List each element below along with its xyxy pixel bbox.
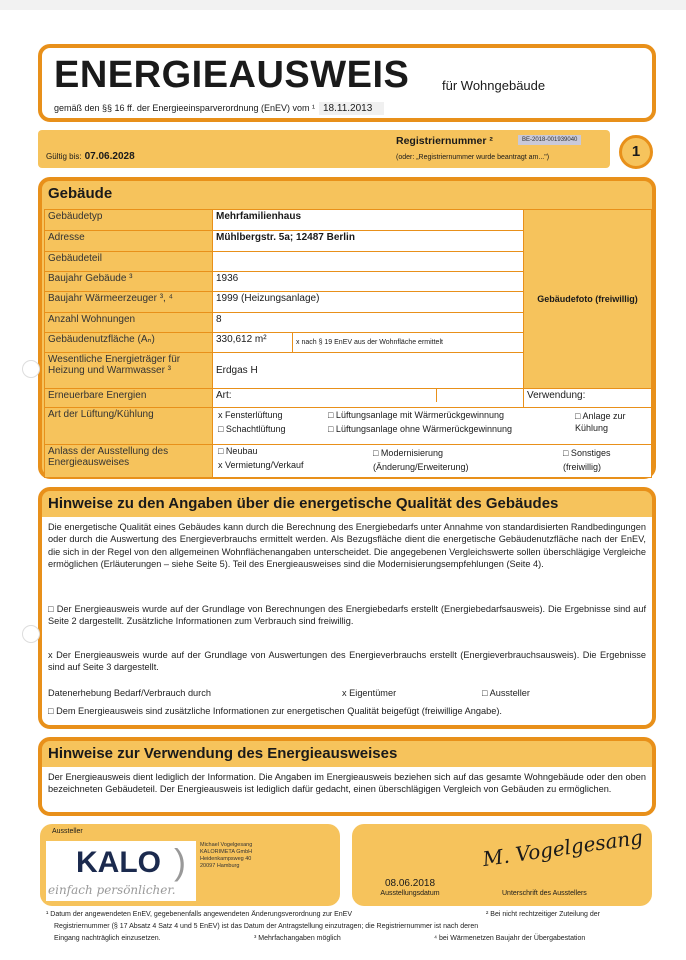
issuer-box xyxy=(40,824,340,906)
ventilation-options xyxy=(213,408,652,445)
footnote-3: ³ Mehrfachangaben möglich xyxy=(254,935,341,942)
checkbox-cooling[interactable]: □ Anlage zur Kühlung xyxy=(575,411,626,433)
issue-date-label: Ausstellungsdatum xyxy=(380,890,440,897)
checkbox-ventilation-no-heat-recovery[interactable]: □ Lüftungsanlage ohne Wärmerückgewinnung xyxy=(328,424,513,434)
option-additional-info[interactable]: □ Dem Energieausweis sind zusätzliche Informationen zur energetischen Qualität beigefügt (freiwillige Angabe). xyxy=(48,706,502,716)
header-box xyxy=(38,44,656,122)
usage-title: Hinweise zur Verwendung des Energieausweises xyxy=(48,745,398,762)
registration-note: (oder: „Registriernummer wurde beantragt am...") xyxy=(396,154,550,161)
usage-text: Der Energieausweis dient lediglich der Information. Die Angaben im Energieausweis beziehen sich auf das gesamte Wohngebäude oder den oben bezeichneten Gebäudeteil. Der Energieausweis ist lediglich dafür gedacht, einen überschlägigen Vergleich von Gebäuden zu ermöglichen. xyxy=(48,772,646,795)
hints-intro: Die energetische Qualität eines Gebäudes kann durch die Berechnung des Energiebedarfs unter Annahme von standardisierten Randbedingungen oder durch die Auswertung des Energieverbrauchs ermittelt werden. Als Bezugsfläche dient die energetische Gebäudenutzfläche nach der EnEV, die sich in der Regel von den allgemeinen Wohnflächenangaben unterscheidet. Die angegebenen Vergleichswerte sollen überschlägige Vergleiche ermöglichen (Erläuterungen – siehe Seite 5). Teil des Energieausweises sind die Modernisierungsempfehlungen (Seite 4). xyxy=(48,522,646,569)
checkbox-owner[interactable]: x Eigentümer xyxy=(342,688,397,698)
logo-arc-icon: ) xyxy=(174,841,186,882)
legal-text: gemäß den §§ 16 ff. der Energieeinsparverordnung (EnEV) vom ¹ xyxy=(54,103,315,113)
registration-label: Registriernummer ² xyxy=(396,135,493,147)
row-value: 8 xyxy=(213,313,524,333)
renewables-cells xyxy=(213,389,523,402)
row-value xyxy=(213,252,524,272)
table-row xyxy=(45,408,652,445)
row-value: 330,612 m² xyxy=(213,333,293,353)
usage-body xyxy=(42,767,652,812)
enev-date: 18.11.2013 xyxy=(319,102,384,115)
punch-hole xyxy=(22,360,40,378)
checkbox-modernisation[interactable]: □ Modernisierung (Änderung/Erweiterung) xyxy=(373,448,469,472)
table-row xyxy=(45,389,652,408)
valid-until xyxy=(46,151,135,162)
issue-date: 08.06.2018 xyxy=(384,878,436,889)
footnote-line-3 xyxy=(54,933,654,944)
date-signature-box xyxy=(352,824,652,906)
row-label: Gebäudeteil xyxy=(45,252,213,272)
row-value: 1936 xyxy=(213,272,524,292)
footnote-2: ² Bei nicht rechtzeitiger Zuteilung der xyxy=(486,911,600,918)
row-value: 1999 (Heizungsanlage) xyxy=(213,292,524,313)
building-table xyxy=(44,209,652,478)
checkbox-shaft-ventilation[interactable]: □ Schachtlüftung xyxy=(218,424,286,434)
signature-label: Unterschrift des Ausstellers xyxy=(502,890,587,897)
hints-body xyxy=(42,517,652,725)
row-label: Gebäudenutzfläche (Aₙ) xyxy=(45,333,213,353)
address-line: 20097 Hamburg xyxy=(200,863,240,869)
checkbox-new-building[interactable]: □ Neubau xyxy=(218,446,258,456)
renewables-type: Art: xyxy=(213,389,437,402)
row-value: Mühlbergstr. 5a; 12487 Berlin xyxy=(213,231,524,252)
hints-title: Hinweise zu den Angaben über die energetische Qualität des Gebäudes xyxy=(48,495,559,512)
issuer-label: Aussteller xyxy=(52,828,83,835)
registration-bar xyxy=(38,130,610,168)
row-label: Art der Lüftung/Kühlung xyxy=(45,408,213,445)
valid-date: 07.06.2028 xyxy=(84,151,135,162)
building-title: Gebäude xyxy=(48,185,113,202)
renewables-usage: Verwendung: xyxy=(524,389,652,408)
data-collection-label: Datenerhebung Bedarf/Verbrauch durch xyxy=(48,688,211,698)
building-section xyxy=(38,177,656,479)
hints-section xyxy=(38,487,656,729)
row-label: Adresse xyxy=(45,231,213,252)
footnote-line-2: Registriernummer (§ 17 Absatz 4 Satz 4 und 5 EnEV) ist das Datum der Antragstellung einzutragen; die Registriernummer ist nach deren xyxy=(54,923,479,930)
table-row xyxy=(45,445,652,478)
building-photo-placeholder: Gebäudefoto (freiwillig) xyxy=(524,210,652,389)
footnote-2-end: Eingang nachträglich einzusetzen. xyxy=(54,935,161,942)
row-label: Anlass der Ausstellung des Energieausweises xyxy=(45,445,213,478)
area-note: x nach § 19 EnEV aus der Wohnfläche ermittelt xyxy=(293,333,524,353)
row-value: Erdgas H xyxy=(213,353,524,389)
legal-basis xyxy=(54,102,384,115)
footnote-4: ⁴ bei Wärmenetzen Baujahr der Übergabestation xyxy=(434,935,586,942)
row-label: Anzahl Wohnungen xyxy=(45,313,213,333)
logo-slogan: einfach persönlicher. xyxy=(48,883,176,897)
row-label: Wesentliche Energieträger für Heizung und Warmwasser ³ xyxy=(45,353,213,389)
row-label: Gebäudetyp xyxy=(45,210,213,231)
option-demand-certificate[interactable]: □ Der Energieausweis wurde auf der Grundlage von Berechnungen des Energiebedarfs erstellt (Energiebedarfsausweis). Die Ergebnisse sind auf Seite 2 dargestellt. Zusätzliche Informationen zum Verbrauch sind freiwillig. xyxy=(48,604,646,627)
row-label: Baujahr Wärmeerzeuger ³, ⁴ xyxy=(45,292,213,313)
kalo-logo xyxy=(46,841,196,901)
table-row xyxy=(45,210,652,231)
address-line: KALORIMETA GmbH xyxy=(200,849,253,855)
checkbox-window-ventilation[interactable]: x Fensterlüftung xyxy=(218,410,283,420)
footnote-line-1 xyxy=(46,909,646,920)
checkbox-ventilation-heat-recovery[interactable]: □ Lüftungsanlage mit Wärmerückgewinnung xyxy=(328,410,505,420)
usage-section xyxy=(38,737,656,816)
row-label: Erneuerbare Energien xyxy=(45,389,213,408)
checkbox-other[interactable]: □ Sonstiges (freiwillig) xyxy=(563,448,611,472)
logo-text: KALO xyxy=(76,846,161,879)
valid-label: Gültig bis: xyxy=(46,152,82,161)
signature: M. Vogelgesang xyxy=(481,824,645,872)
document-subtitle: für Wohngebäude xyxy=(442,78,546,93)
row-label: Baujahr Gebäude ³ xyxy=(45,272,213,292)
footnote-1: ¹ Datum der angewendeten EnEV, gegebenenfalls angewendeten Änderungsverordnung zur EnEV xyxy=(46,911,353,918)
checkbox-issuer[interactable]: □ Aussteller xyxy=(482,688,530,698)
address-line: Heidenkampsweg 40 xyxy=(200,856,252,862)
document-title: ENERGIEAUSWEIS xyxy=(54,54,410,96)
page-number: 1 xyxy=(619,135,653,169)
top-bar xyxy=(0,0,686,10)
option-consumption-certificate[interactable]: x Der Energieausweis wurde auf der Grundlage von Auswertungen des Energieverbrauchs erstellt (Energieverbrauchsausweis). Die Ergebnisse sind auf Seite 3 dargestellt. xyxy=(48,650,646,673)
occasion-options xyxy=(213,445,652,478)
issuer-address xyxy=(200,842,252,870)
punch-hole xyxy=(22,625,40,643)
row-value: Mehrfamilienhaus xyxy=(213,210,524,231)
registration-number: BE-2018-001939040 xyxy=(518,135,581,145)
address-line: Michael Vogelgesang xyxy=(200,842,253,848)
checkbox-rental-sale[interactable]: x Vermietung/Verkauf xyxy=(218,460,304,470)
